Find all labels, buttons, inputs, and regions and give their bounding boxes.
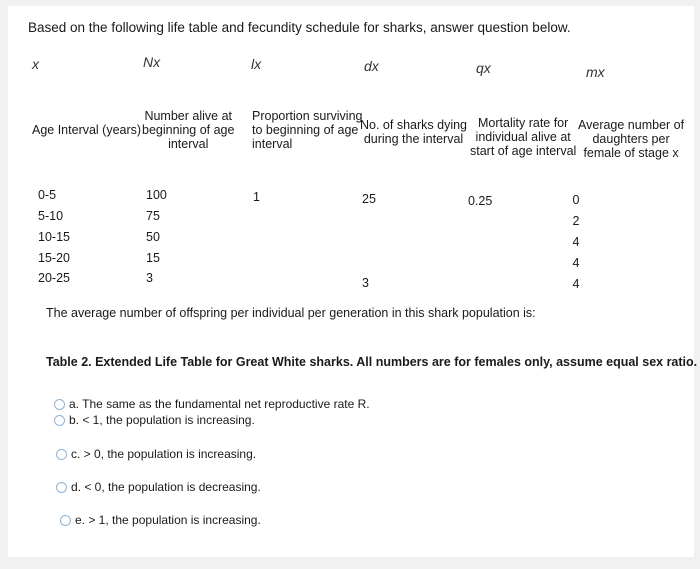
nx-cell: 100 (146, 188, 167, 202)
dx-cell: 25 (362, 192, 376, 206)
symbol-x: x (32, 56, 39, 72)
header-proportion-surviving: Proportion surviving to beginning of age interval (252, 109, 363, 151)
mx-cell: 4 (572, 235, 580, 249)
option-label: d. < 0, the population is decreasing. (71, 480, 261, 494)
radio-button[interactable] (60, 515, 71, 526)
option-c[interactable] (56, 447, 256, 461)
dx-cell: 3 (362, 276, 369, 290)
radio-button[interactable] (56, 482, 67, 493)
header-no-dying: No. of sharks dying during the interval (360, 118, 467, 146)
radio-button[interactable] (54, 399, 65, 410)
option-e[interactable] (60, 513, 261, 527)
nx-cell: 3 (146, 271, 153, 285)
table-caption: Table 2. Extended Life Table for Great White sharks. All numbers are for females only, assume equal sex ratio. (46, 355, 698, 369)
mx-cell: 2 (572, 214, 580, 228)
age-interval-cell: 15-20 (38, 251, 70, 265)
mx-cell: 4 (572, 277, 580, 291)
option-label: c. > 0, the population is increasing. (71, 447, 257, 461)
nx-cell: 15 (146, 251, 160, 265)
question-text: The average number of offspring per individual per generation in this shark population is: (46, 306, 536, 320)
header-daughters: Average number of daughters per female of stage x (578, 118, 685, 160)
option-label: b. < 1, the population is increasing. (69, 413, 255, 427)
option-b[interactable] (54, 413, 255, 427)
age-interval-cell: 10-15 (38, 230, 70, 244)
nx-cell: 75 (146, 209, 160, 223)
symbol-lx: lx (251, 56, 262, 72)
symbol-mx: mx (586, 64, 605, 80)
age-interval-cell: 5-10 (38, 209, 64, 223)
header-number-alive: Number alive at beginning of age interval (142, 109, 235, 151)
mx-cell: 0 (572, 193, 580, 207)
option-d[interactable] (56, 480, 261, 494)
age-interval-cell: 0-5 (38, 188, 57, 202)
header-mortality-rate: Mortality rate for individual alive at start of age interval (470, 116, 577, 158)
option-label: e. > 1, the population is increasing. (75, 513, 261, 527)
lx-cell: 1 (253, 190, 260, 204)
question-intro: Based on the following life table and fecundity schedule for sharks, answer question below. (28, 20, 571, 35)
symbol-dx: dx (364, 58, 379, 74)
radio-button[interactable] (54, 415, 65, 426)
symbol-nx: Nx (143, 54, 161, 70)
nx-cell: 50 (146, 230, 160, 244)
question-panel (8, 6, 698, 557)
age-interval-cell: 20-25 (38, 271, 70, 285)
radio-button[interactable] (56, 449, 67, 460)
symbol-qx: qx (476, 60, 491, 76)
option-a[interactable] (54, 397, 370, 411)
option-label: a. The same as the fundamental net reproductive rate R. (69, 397, 370, 411)
header-age-interval: Age Interval (years) (32, 123, 142, 137)
mx-cell: 4 (572, 256, 580, 270)
qx-cell: 0.25 (468, 194, 493, 208)
